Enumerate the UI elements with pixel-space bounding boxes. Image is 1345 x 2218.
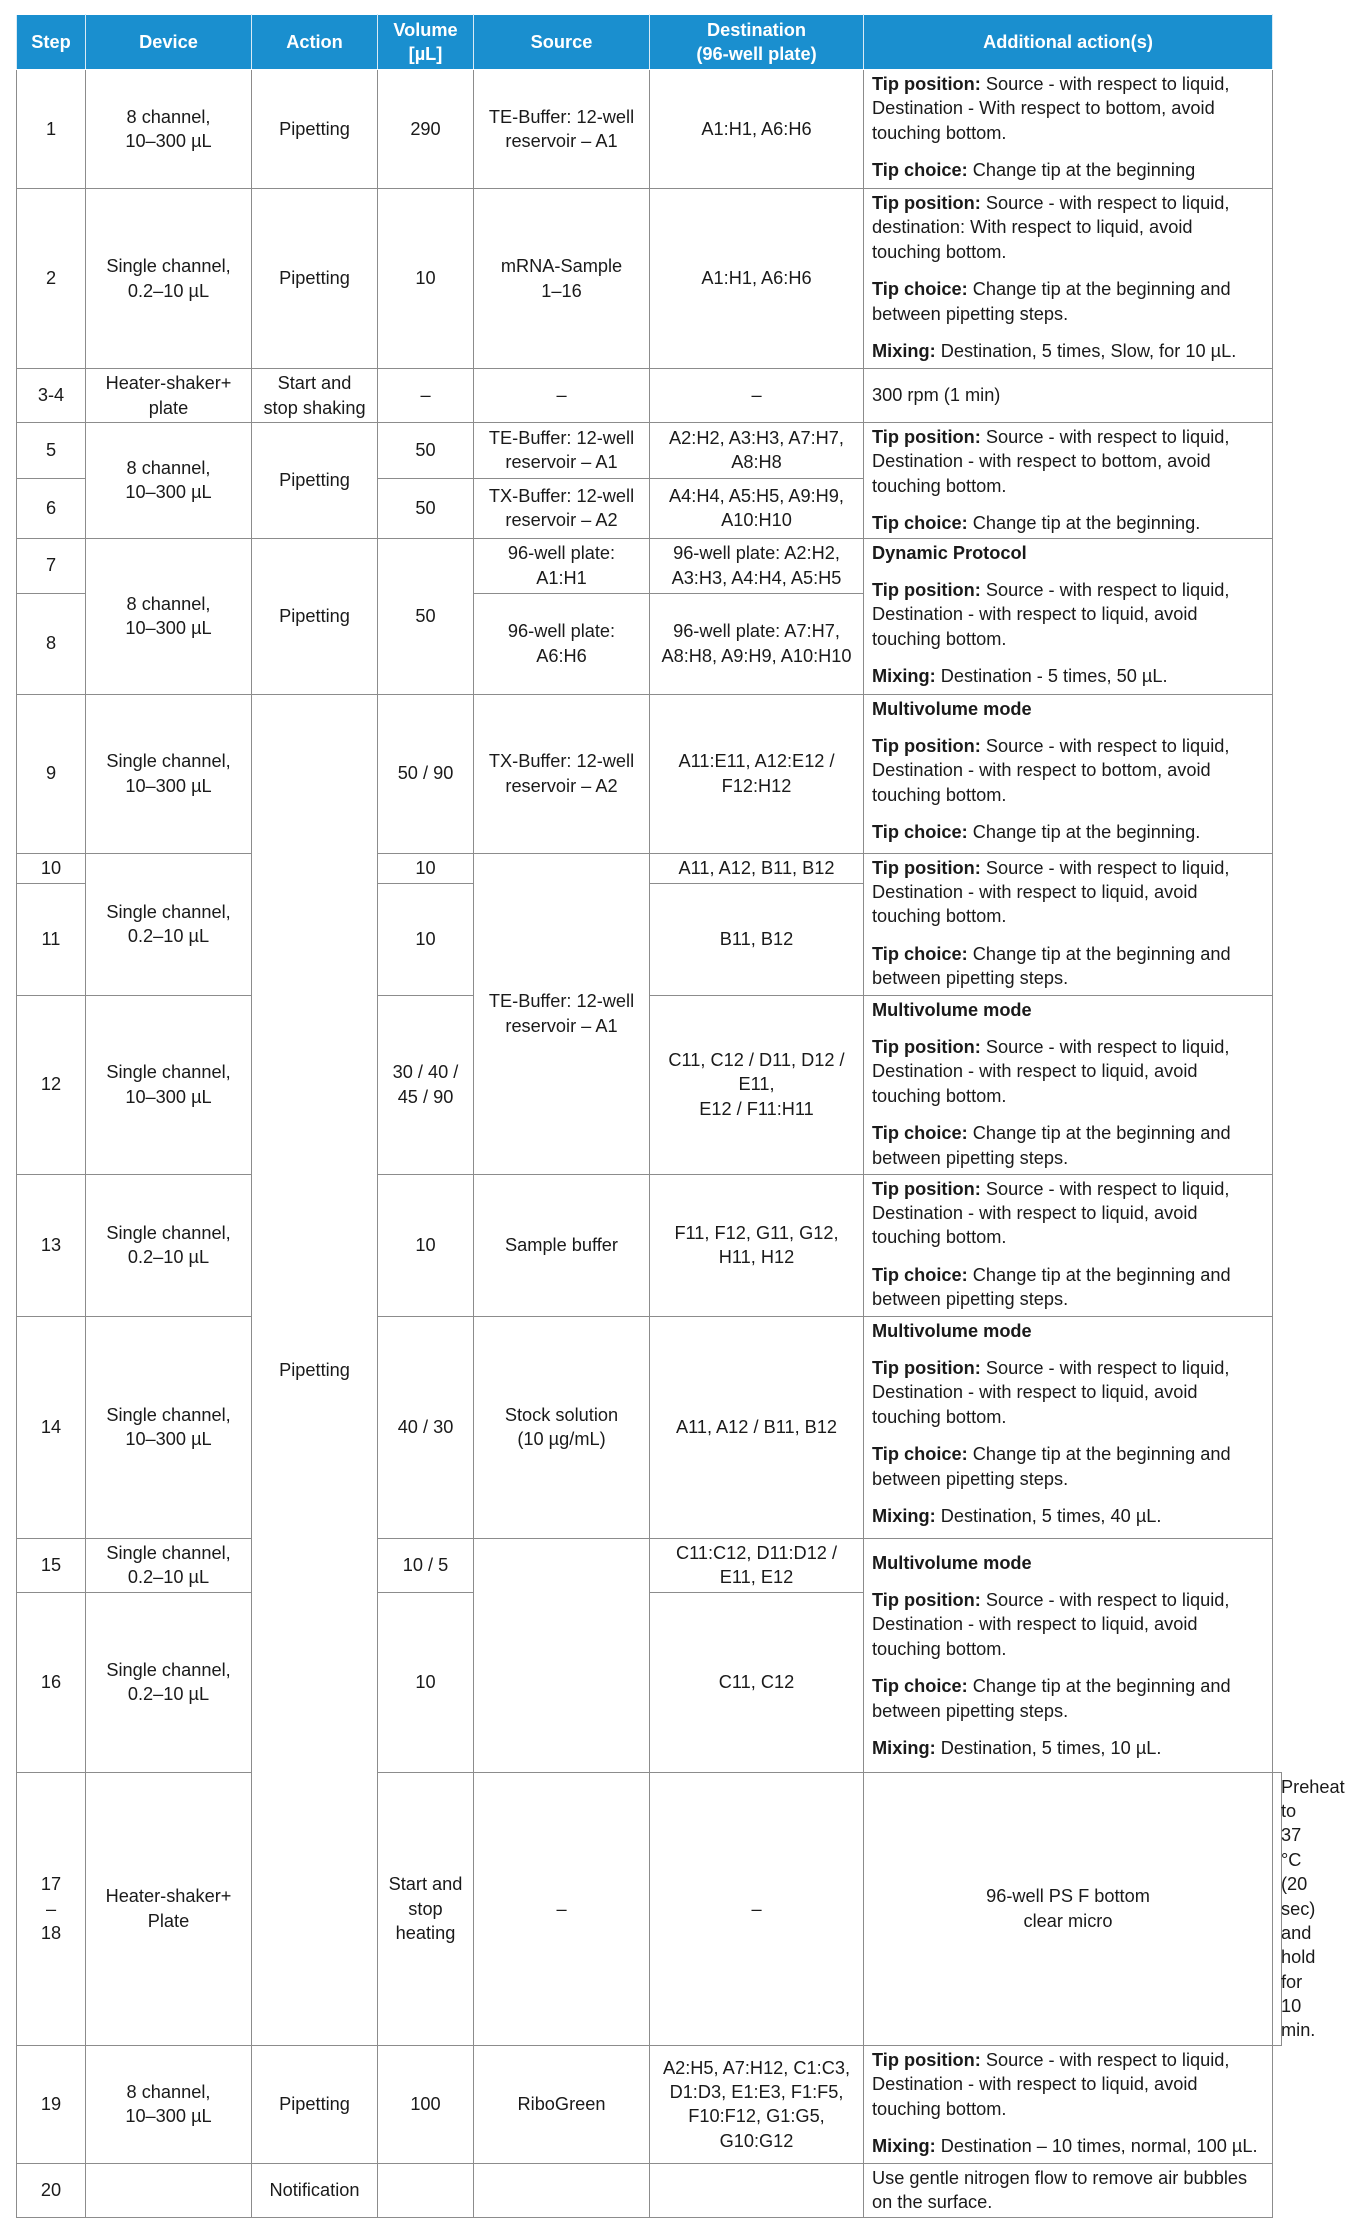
mixing-label: Mixing: — [872, 666, 936, 687]
step-cell: 3-4 — [17, 369, 86, 423]
device-line: 0.2–10 µL — [127, 1567, 210, 1588]
tip-choice-note — [872, 1674, 1264, 1723]
device-cell — [86, 70, 252, 189]
device-cell — [86, 189, 252, 369]
tip-position-label: Tip position: — [872, 427, 981, 447]
device-line: 0.2–10 µL — [127, 1684, 210, 1705]
mixing-note — [872, 1504, 1264, 1528]
action-cell: Pipetting — [252, 2045, 378, 2163]
source-line: TE-Buffer: 12-well — [488, 106, 635, 127]
destination-cell — [650, 2045, 864, 2163]
header-row — [17, 15, 1282, 70]
destination-line: G10:G12 — [719, 2130, 794, 2151]
device-line: Single channel, — [106, 1404, 231, 1425]
volume-cell: – — [378, 369, 474, 423]
destination-line: A11:E11, A12:E12 / — [678, 751, 835, 772]
header-volume-line: Volume — [393, 19, 458, 40]
multivolume-note — [872, 998, 1264, 1022]
device-line: Single channel, — [106, 1222, 231, 1243]
device-cell — [86, 1174, 252, 1316]
tip-choice-text: Change tip at the beginning and between pipetting steps. — [872, 943, 1231, 989]
mixing-text: Destination - 5 times, 50 µL. — [935, 666, 1168, 687]
destination-cell: B11, B12 — [650, 883, 864, 995]
additional-cell — [864, 423, 1273, 539]
tip-choice-text: Change tip at the beginning. — [967, 513, 1201, 534]
action-cell — [252, 369, 378, 423]
tip-position-text: Source - with respect to liquid, destination: With respect to liquid, avoid touching bottom. — [872, 193, 1230, 262]
tip-position-label: Tip position: — [872, 857, 981, 878]
destination-line: F11, F12, G11, G12, — [674, 1222, 839, 1243]
device-line: 10–300 µL — [125, 618, 212, 639]
device-cell — [86, 1538, 252, 1592]
tip-position-note — [872, 1035, 1264, 1108]
step-cell: 19 — [17, 2045, 86, 2163]
destination-line: E11, E12 — [719, 1567, 794, 1588]
action-cell — [378, 1772, 474, 2045]
multivolume-label: Multivolume mode — [872, 1320, 1032, 1341]
additional-cell — [864, 1316, 1273, 1538]
tip-position-label: Tip position: — [872, 1357, 981, 1378]
device-line: Single channel, — [106, 1659, 231, 1680]
source-line: 1–16 — [541, 280, 582, 301]
action-line: stop heating — [395, 1898, 456, 1943]
volume-cell — [378, 995, 474, 1174]
action-cell: Pipetting — [252, 189, 378, 369]
device-line: Single channel, — [106, 256, 231, 277]
additional-cell — [864, 694, 1273, 853]
source-line: TE-Buffer: 12-well — [488, 427, 635, 448]
source-cell: – — [474, 369, 650, 423]
device-line: Heater-shaker+ — [105, 1886, 232, 1907]
action-cell: Pipetting — [252, 70, 378, 189]
tip-position-text: Source - with respect to liquid, Destination - with respect to liquid, avoid touching bottom. — [872, 1178, 1230, 1248]
action-line: Start and — [388, 1874, 463, 1895]
tip-position-note — [872, 734, 1264, 807]
destination-line: F10:F12, G1:G5, — [688, 2106, 825, 2127]
volume-cell: 10 — [378, 883, 474, 995]
device-cell — [86, 2045, 252, 2163]
volume-cell — [378, 2163, 474, 2217]
source-line: TX-Buffer: 12-well — [488, 751, 635, 772]
multivolume-label: Multivolume mode — [872, 1552, 1032, 1573]
step-cell: 13 — [17, 1174, 86, 1316]
device-line: Single channel, — [106, 751, 231, 772]
destination-line: C11, C12 / D11, D12 / E11, — [668, 1049, 845, 1095]
destination-line: A3:H3, A4:H4, A5:H5 — [671, 567, 842, 588]
additional-cell: Use gentle nitrogen flow to remove air bubbles on the surface. — [864, 2163, 1273, 2217]
step-line: 17 — [40, 1874, 62, 1895]
volume-cell: 10 — [378, 189, 474, 369]
table-row — [17, 1174, 1282, 1316]
volume-cell: 100 — [378, 2045, 474, 2163]
destination-cell — [650, 995, 864, 1174]
step-cell: 16 — [17, 1592, 86, 1772]
source-line: Stock solution — [504, 1404, 619, 1425]
source-cell: RiboGreen — [474, 2045, 650, 2163]
device-line: 10–300 µL — [125, 2106, 212, 2127]
tip-choice-text: Change tip at the beginning and between pipetting steps. — [872, 1676, 1231, 1721]
destination-cell: A11, A12 / B11, B12 — [650, 1316, 864, 1538]
destination-line: A8:H8, A9:H9, A10:H10 — [661, 645, 852, 666]
tip-position-note — [872, 578, 1264, 651]
volume-cell: 50 / 90 — [378, 694, 474, 853]
tip-choice-label: Tip choice: — [872, 1123, 968, 1144]
source-cell: Sample buffer — [474, 1174, 650, 1316]
mixing-note — [872, 1736, 1264, 1760]
tip-position-text: Source - with respect to liquid, Destination - with respect to liquid, avoid touching bottom. — [872, 1357, 1230, 1427]
device-line: 10–300 µL — [125, 1086, 212, 1107]
source-line: reservoir – A1 — [505, 452, 618, 473]
device-cell — [86, 1592, 252, 1772]
step-cell: 6 — [17, 478, 86, 538]
step-cell: 9 — [17, 694, 86, 853]
table-row — [17, 1316, 1282, 1538]
mixing-note — [872, 339, 1264, 363]
table-row — [17, 2045, 1282, 2163]
device-cell — [86, 853, 252, 995]
destination-cell — [650, 1174, 864, 1316]
additional-cell — [864, 1174, 1273, 1316]
device-line: Single channel, — [106, 1062, 231, 1083]
destination-cell: A1:H1, A6:H6 — [650, 189, 864, 369]
action-line: Start and — [277, 373, 352, 394]
destination-line: H11, H12 — [718, 1247, 795, 1268]
table-row — [17, 189, 1282, 369]
mixing-label: Mixing: — [872, 340, 936, 361]
destination-line: D1:D3, E1:E3, F1:F5, — [669, 2081, 844, 2102]
header-volume — [378, 15, 474, 70]
destination-line: E12 / F11:H11 — [699, 1098, 814, 1119]
action-cell: Pipetting — [252, 694, 378, 2045]
source-line: TE-Buffer: 12-well — [488, 991, 635, 1012]
mixing-text: Destination – 10 times, normal, 100 µL. — [935, 2136, 1258, 2157]
table-row — [17, 1772, 1282, 2045]
additional-cell — [864, 70, 1273, 189]
destination-cell: – — [650, 369, 864, 423]
step-cell: 11 — [17, 883, 86, 995]
tip-choice-label: Tip choice: — [872, 822, 968, 843]
step-cell — [17, 1772, 86, 2045]
mixing-note — [872, 2134, 1264, 2158]
tip-choice-note — [872, 158, 1264, 182]
device-line: 8 channel, — [126, 457, 211, 478]
device-line: 10–300 µL — [125, 1429, 212, 1450]
source-line: A6:H6 — [536, 645, 587, 666]
volume-cell: 50 — [378, 423, 474, 479]
step-cell: 1 — [17, 70, 86, 189]
device-cell — [86, 1316, 252, 1538]
device-cell — [86, 369, 252, 423]
additional-cell — [864, 1538, 1273, 1772]
multivolume-note — [872, 1551, 1264, 1575]
tip-choice-label: Tip choice: — [872, 1676, 968, 1697]
multivolume-note — [872, 1319, 1264, 1343]
header-additional: Additional action(s) — [864, 15, 1273, 70]
table-row — [17, 694, 1282, 853]
step-cell: 14 — [17, 1316, 86, 1538]
tip-choice-text: Change tip at the beginning — [967, 160, 1196, 181]
action-cell: Notification — [252, 2163, 378, 2217]
source-cell — [474, 423, 650, 479]
table-row — [17, 995, 1282, 1174]
source-cell — [474, 593, 650, 694]
device-line: Heater-shaker+ — [105, 373, 232, 394]
device-line: 10–300 µL — [125, 775, 212, 796]
tip-position-text: Source - with respect to liquid, Destination - with respect to liquid, avoid touching bottom. — [872, 579, 1230, 649]
tip-position-label: Tip position: — [872, 1178, 981, 1199]
additional-cell — [864, 2045, 1273, 2163]
device-line: Single channel, — [106, 901, 231, 922]
action-cell: Pipetting — [252, 423, 378, 539]
action-cell: Pipetting — [252, 538, 378, 694]
step-cell: 10 — [17, 853, 86, 883]
header-destination-sub: (96-well plate) — [696, 44, 817, 64]
source-cell — [474, 478, 650, 538]
source-line: 96-well plate: — [507, 621, 616, 642]
destination-line: 96-well plate: A2:H2, — [673, 543, 840, 564]
device-line: 10–300 µL — [125, 131, 212, 151]
source-line: mRNA-Sample — [500, 256, 623, 277]
header-action: Action — [252, 15, 378, 70]
source-line: (10 µg/mL) — [517, 1429, 606, 1450]
additional-cell — [864, 189, 1273, 369]
destination-cell — [650, 538, 864, 593]
tip-position-note — [872, 191, 1264, 264]
device-cell — [86, 2163, 252, 2217]
action-line: stop shaking — [263, 397, 366, 418]
volume-cell: 10 / 5 — [378, 1538, 474, 1592]
destination-cell: A1:H1, A6:H6 — [650, 70, 864, 189]
volume-cell: 40 / 30 — [378, 1316, 474, 1538]
table-row — [17, 853, 1282, 883]
destination-line: C11:C12, D11:D12 / — [675, 1542, 838, 1563]
table-row — [17, 2163, 1282, 2217]
destination-cell — [650, 478, 864, 538]
step-cell: 5 — [17, 423, 86, 479]
destination-cell: C11, C12 — [650, 1592, 864, 1772]
source-cell — [474, 694, 650, 853]
mixing-label: Mixing: — [872, 1505, 936, 1526]
mixing-text: Destination, 5 times, 40 µL. — [935, 1505, 1162, 1526]
header-destination — [650, 15, 864, 70]
mixing-text: Destination, 5 times, 10 µL. — [935, 1737, 1162, 1758]
source-cell: – — [650, 1772, 864, 2045]
tip-position-note — [872, 1177, 1264, 1250]
volume-cell: – — [474, 1772, 650, 2045]
mixing-label: Mixing: — [872, 1737, 936, 1758]
source-line: reservoir – A1 — [505, 1015, 618, 1036]
step-cell: 8 — [17, 593, 86, 694]
source-line: reservoir – A2 — [505, 775, 618, 796]
tip-choice-note — [872, 1442, 1264, 1491]
destination-line: 96-well PS F bottom — [986, 1886, 1150, 1907]
device-line: 8 channel, — [126, 2081, 211, 2102]
protocol-table — [16, 14, 1345, 2218]
source-cell — [474, 1538, 650, 1772]
additional-cell — [864, 538, 1273, 694]
volume-line: 45 / 90 — [397, 1086, 454, 1107]
device-cell — [86, 1772, 252, 2045]
step-line: – — [45, 1898, 57, 1919]
additional-cell — [864, 853, 1273, 995]
source-line: A1:H1 — [536, 567, 587, 588]
destination-line: A8:H8 — [731, 452, 782, 473]
volume-cell: 50 — [378, 538, 474, 694]
tip-position-note — [872, 1356, 1264, 1429]
header-step: Step — [17, 15, 86, 70]
table-row — [17, 369, 1282, 423]
device-line: Single channel, — [106, 1542, 231, 1563]
tip-position-label: Tip position: — [872, 1036, 981, 1057]
device-line: 0.2–10 µL — [127, 280, 210, 301]
tip-position-text: Source - with respect to liquid, Destination - With respect to bottom, avoid touching bottom. — [872, 74, 1230, 143]
destination-cell — [650, 1538, 864, 1592]
device-cell — [86, 538, 252, 694]
dynamic-protocol-label: Dynamic Protocol — [872, 542, 1027, 563]
source-cell — [474, 853, 650, 1174]
device-line: 10–300 µL — [125, 482, 212, 503]
destination-line: clear micro — [1023, 1910, 1113, 1931]
tip-position-label: Tip position: — [872, 74, 981, 94]
tip-choice-note — [872, 1263, 1264, 1312]
tip-position-label: Tip position: — [872, 579, 981, 600]
additional-cell: 300 rpm (1 min) — [864, 369, 1273, 423]
mixing-label: Mixing: — [872, 2136, 936, 2157]
tip-choice-label: Tip choice: — [872, 513, 968, 534]
tip-choice-text: Change tip at the beginning and between pipetting steps. — [872, 279, 1231, 324]
additional-cell: Preheat to 37 °C (20 sec) and hold for 10 min. — [1273, 1772, 1282, 2045]
source-cell — [474, 189, 650, 369]
device-cell — [86, 995, 252, 1174]
device-line: 8 channel, — [126, 106, 211, 127]
source-cell — [474, 70, 650, 189]
tip-choice-label: Tip choice: — [872, 160, 968, 181]
destination-cell — [650, 2163, 864, 2217]
volume-cell: 50 — [378, 478, 474, 538]
tip-choice-note — [872, 1121, 1264, 1170]
table-row — [17, 538, 1282, 593]
tip-choice-note — [872, 820, 1264, 844]
step-cell: 15 — [17, 1538, 86, 1592]
mixing-text: Destination, 5 times, Slow, for 10 µL. — [935, 340, 1237, 361]
header-source: Source — [474, 15, 650, 70]
device-cell — [86, 423, 252, 539]
mixing-note — [872, 664, 1264, 688]
tip-choice-note — [872, 942, 1264, 991]
device-cell — [86, 694, 252, 853]
header-device: Device — [86, 15, 252, 70]
destination-cell: A11, A12, B11, B12 — [650, 853, 864, 883]
source-cell — [474, 538, 650, 593]
tip-choice-text: Change tip at the beginning and between pipetting steps. — [872, 1444, 1231, 1489]
tip-position-label: Tip position: — [872, 193, 981, 213]
multivolume-label: Multivolume mode — [872, 999, 1032, 1020]
volume-cell: 10 — [378, 1592, 474, 1772]
destination-cell — [650, 423, 864, 479]
destination-line: 96-well plate: A7:H7, — [673, 621, 840, 642]
header-volume-unit: [µL] — [408, 44, 443, 64]
table-row — [17, 1538, 1282, 1592]
source-cell — [474, 2163, 650, 2217]
tip-choice-note — [872, 511, 1264, 535]
destination-line: A10:H10 — [721, 510, 792, 531]
table-row — [17, 423, 1282, 479]
source-cell — [474, 1316, 650, 1538]
tip-position-text: Source - with respect to liquid, Destination - with respect to liquid, avoid touching bottom. — [872, 857, 1230, 927]
tip-choice-label: Tip choice: — [872, 1264, 968, 1285]
tip-position-note — [872, 425, 1264, 498]
device-line: 0.2–10 µL — [127, 926, 210, 947]
volume-cell: 10 — [378, 853, 474, 883]
step-cell: 12 — [17, 995, 86, 1174]
destination-line: A2:H5, A7:H12, C1:C3, — [662, 2057, 851, 2078]
device-line: Plate — [147, 1910, 190, 1931]
volume-cell: 10 — [378, 1174, 474, 1316]
volume-line: 30 / 40 / — [392, 1062, 459, 1083]
multivolume-note — [872, 697, 1264, 721]
destination-cell — [650, 694, 864, 853]
tip-position-text: Source - with respect to liquid, Destination - with respect to bottom, avoid touching bottom. — [872, 427, 1230, 496]
additional-cell — [864, 995, 1273, 1174]
tip-position-label: Tip position: — [872, 735, 981, 756]
tip-position-note — [872, 2048, 1264, 2121]
tip-choice-text: Change tip at the beginning and between pipetting steps. — [872, 1264, 1231, 1310]
destination-cell — [864, 1772, 1273, 2045]
destination-line: F12:H12 — [721, 775, 792, 796]
device-line: plate — [148, 397, 189, 418]
tip-position-label: Tip position: — [872, 1589, 981, 1610]
device-line: 8 channel, — [126, 593, 211, 614]
destination-line: A4:H4, A5:H5, A9:H9, — [669, 485, 844, 506]
step-cell: 7 — [17, 538, 86, 593]
tip-position-note — [872, 1588, 1264, 1661]
destination-line: A2:H2, A3:H3, A7:H7, — [669, 427, 844, 448]
multivolume-label: Multivolume mode — [872, 698, 1032, 719]
source-line: reservoir – A2 — [505, 510, 618, 531]
tip-position-label: Tip position: — [872, 2049, 981, 2070]
step-line: 18 — [40, 1922, 62, 1943]
device-line: 0.2–10 µL — [127, 1247, 210, 1268]
tip-choice-label: Tip choice: — [872, 1444, 968, 1465]
tip-choice-text: Change tip at the beginning. — [967, 822, 1201, 843]
destination-cell — [650, 593, 864, 694]
tip-position-text: Source - with respect to liquid, Destination - with respect to liquid, avoid touching bottom. — [872, 2049, 1230, 2119]
source-line: TX-Buffer: 12-well — [488, 485, 635, 506]
table-row — [17, 70, 1282, 189]
source-line: 96-well plate: — [507, 543, 616, 564]
tip-choice-note — [872, 277, 1264, 326]
tip-position-note — [872, 72, 1264, 145]
tip-choice-label: Tip choice: — [872, 943, 968, 964]
tip-position-text: Source - with respect to liquid, Destination - with respect to liquid, avoid touching bottom. — [872, 1589, 1230, 1659]
tip-choice-label: Tip choice: — [872, 279, 968, 300]
header-destination-line: Destination — [706, 19, 807, 40]
tip-position-note — [872, 856, 1264, 929]
step-cell: 2 — [17, 189, 86, 369]
tip-position-text: Source - with respect to liquid, Destination - with respect to bottom, avoid touching bottom. — [872, 735, 1230, 805]
step-cell: 20 — [17, 2163, 86, 2217]
source-line: reservoir – A1 — [505, 131, 618, 151]
dynamic-protocol-note — [872, 541, 1264, 565]
tip-choice-text: Change tip at the beginning and between pipetting steps. — [872, 1123, 1231, 1168]
volume-cell: 290 — [378, 70, 474, 189]
tip-position-text: Source - with respect to liquid, Destination - with respect to liquid, avoid touching bottom. — [872, 1036, 1230, 1106]
